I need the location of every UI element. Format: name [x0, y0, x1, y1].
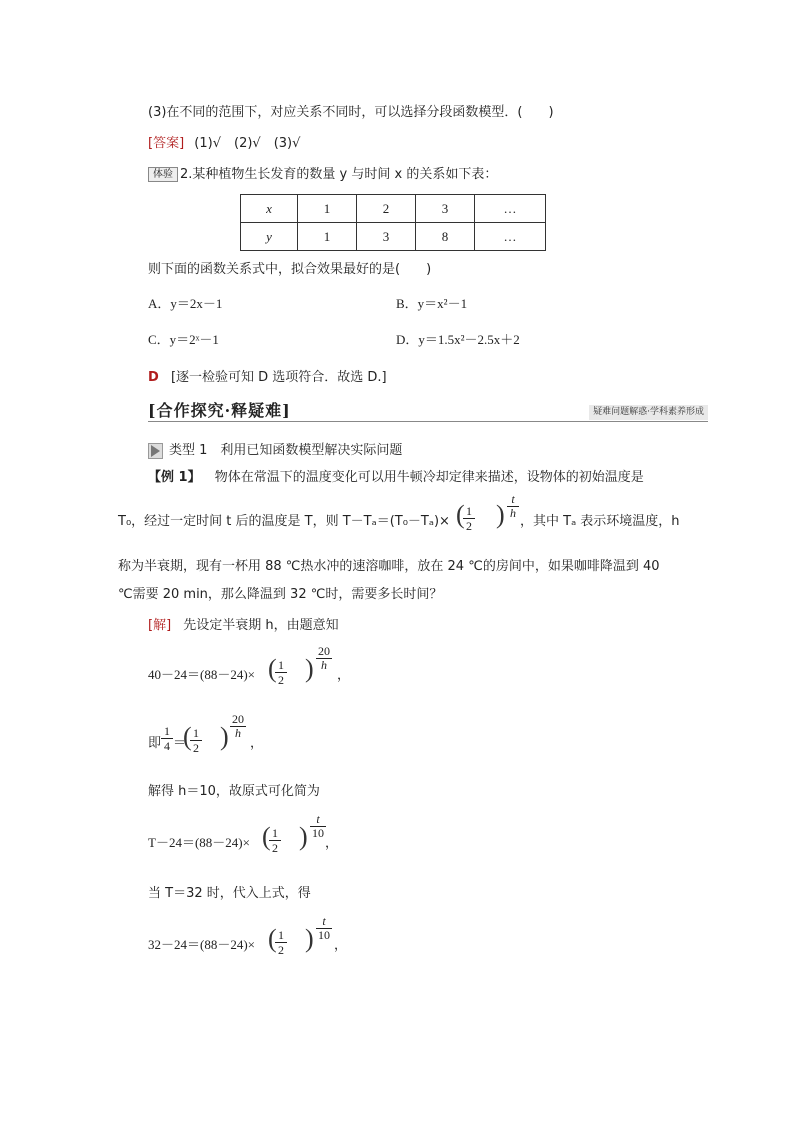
exercise-tag: 体验: [148, 167, 178, 182]
left-paren: (: [456, 500, 465, 529]
right-paren: ): [299, 822, 308, 851]
substitute-text: 当 T＝32 时，代入上式，得: [148, 886, 311, 901]
exponent-20-over-h: [230, 713, 246, 740]
option-c: C．y＝2ˣ－1: [148, 332, 219, 347]
example-line-2b: ，其中 Tₐ 表示环境温度，h: [520, 514, 680, 529]
table-row: [241, 223, 546, 251]
exponent-t-over-10: [316, 915, 332, 942]
fraction-denominator: 2: [193, 741, 199, 755]
exponent-numerator: 20: [318, 644, 330, 658]
fraction-numerator: 1: [190, 726, 202, 741]
equation-2-comma: ，: [250, 736, 264, 751]
exponent-denominator: h: [321, 658, 327, 672]
fraction-denominator: 2: [278, 673, 284, 687]
data-table: [240, 194, 546, 251]
equation-3: T－24＝(88－24)×: [148, 835, 250, 850]
fraction-numerator: 1: [275, 928, 287, 943]
table-cell: x: [241, 195, 298, 223]
answer-tag: [答案]: [148, 136, 185, 151]
exercise-prompt: [148, 163, 497, 182]
left-paren: (: [268, 654, 277, 683]
section-divider: [148, 421, 708, 422]
option-a: A．y＝2x－1: [148, 296, 223, 311]
exercise-answer: [148, 366, 387, 385]
exercise-answer-text: [逐一检验可知 D 选项符合．故选 D.]: [170, 370, 387, 385]
item-3-text: (3)在不同的范围下，对应关系不同时，可以选择分段函数模型．( ): [148, 105, 554, 120]
exponent-denominator: 10: [318, 928, 330, 942]
right-paren: ): [496, 500, 505, 529]
fraction-denominator: 2: [272, 841, 278, 855]
fraction-numerator: 1: [463, 504, 475, 519]
fraction-half: [269, 826, 281, 855]
equation-3-comma: ，: [325, 836, 339, 851]
exercise-answer-letter: D: [148, 370, 159, 385]
table-cell: 1: [298, 195, 357, 223]
right-paren: ): [305, 654, 314, 683]
answer-text: (1)√ (2)√ (3)√: [194, 136, 301, 151]
fraction-denominator: 2: [278, 943, 284, 957]
type-heading: [148, 439, 402, 459]
table-cell: …: [475, 223, 546, 251]
table-cell: 1: [298, 223, 357, 251]
exercise-question: 则下面的函数关系式中，拟合效果最好的是( ): [148, 262, 432, 277]
equals-sign: ＝: [173, 735, 187, 750]
solve-text: 解得 h＝10，故原式可化简为: [148, 784, 320, 799]
type-label: 类型 1 利用已知函数模型解决实际问题: [169, 443, 403, 458]
fraction-quarter: [161, 724, 173, 753]
example-line-3: 称为半衰期，现有一杯用 88 ℃热水冲的速溶咖啡，放在 24 ℃的房间中，如果咖啡降温到 40: [118, 559, 660, 574]
example-line-4: ℃需要 20 min，那么降温到 32 ℃时，需要多长时间？: [118, 587, 443, 602]
solution-intro: [148, 614, 339, 633]
fraction-half: [275, 658, 287, 687]
table-cell: 2: [357, 195, 416, 223]
solution-tag: [解]: [148, 618, 172, 633]
equation-2-prefix: 即: [148, 736, 162, 751]
table-cell: 3: [357, 223, 416, 251]
right-paren: ): [305, 924, 314, 953]
left-paren: (: [262, 822, 271, 851]
solution-intro-text: 先设定半衰期 h，由题意知: [183, 618, 339, 633]
play-icon: [148, 443, 163, 459]
exponent-denominator: h: [235, 726, 241, 740]
example-line-2a: T₀，经过一定时间 t 后的温度是 T，则 T－Tₐ＝(T₀－Tₐ)×: [118, 514, 450, 529]
exponent-numerator: 20: [232, 712, 244, 726]
section-title: [合作探究·释疑难]: [148, 401, 291, 420]
exponent-denominator: h: [510, 506, 516, 520]
equation-4: 32－24＝(88－24)×: [148, 937, 255, 952]
section-header: [148, 398, 708, 422]
table-cell: 8: [416, 223, 475, 251]
answer-line: [148, 132, 300, 151]
exponent-numerator: t: [316, 915, 332, 929]
left-paren: (: [268, 924, 277, 953]
option-b: B．y＝x²－1: [396, 296, 468, 311]
left-paren: (: [183, 722, 192, 751]
table-cell: y: [241, 223, 298, 251]
exponent-numerator: t: [507, 493, 519, 507]
equation-4-comma: ，: [334, 938, 348, 953]
exponent-numerator: t: [310, 813, 326, 827]
table-row: [241, 195, 546, 223]
right-paren: ): [220, 722, 229, 751]
equation-1: 40－24＝(88－24)×: [148, 667, 255, 682]
section-tag: 疑难问题解惑·学科素养形成: [589, 405, 708, 420]
fraction-numerator: 1: [275, 658, 287, 673]
exponent-denominator: 10: [312, 826, 324, 840]
exponent-20-over-h: [316, 645, 332, 672]
equation-1-comma: ，: [337, 668, 351, 683]
fraction-half: [190, 726, 202, 755]
exercise-prompt-text: 2.某种植物生长发育的数量 y 与时间 x 的关系如下表：: [180, 167, 498, 182]
fraction-half: [275, 928, 287, 957]
exponent-t-over-h: [507, 493, 519, 520]
exponent-t-over-10: [310, 813, 326, 840]
example-line-1: [148, 466, 644, 485]
fraction-numerator: 1: [161, 724, 173, 739]
table-cell: 3: [416, 195, 475, 223]
fraction-denominator: 4: [164, 739, 170, 753]
option-d: D．y＝1.5x²－2.5x＋2: [396, 332, 520, 347]
example-line-1-text: 物体在常温下的温度变化可以用牛顿冷却定律来描述，设物体的初始温度是: [214, 470, 644, 485]
example-tag: 【例 1】: [148, 470, 201, 485]
fraction-half: [463, 504, 475, 533]
fraction-numerator: 1: [269, 826, 281, 841]
table-cell: …: [475, 195, 546, 223]
fraction-denominator: 2: [466, 519, 472, 533]
